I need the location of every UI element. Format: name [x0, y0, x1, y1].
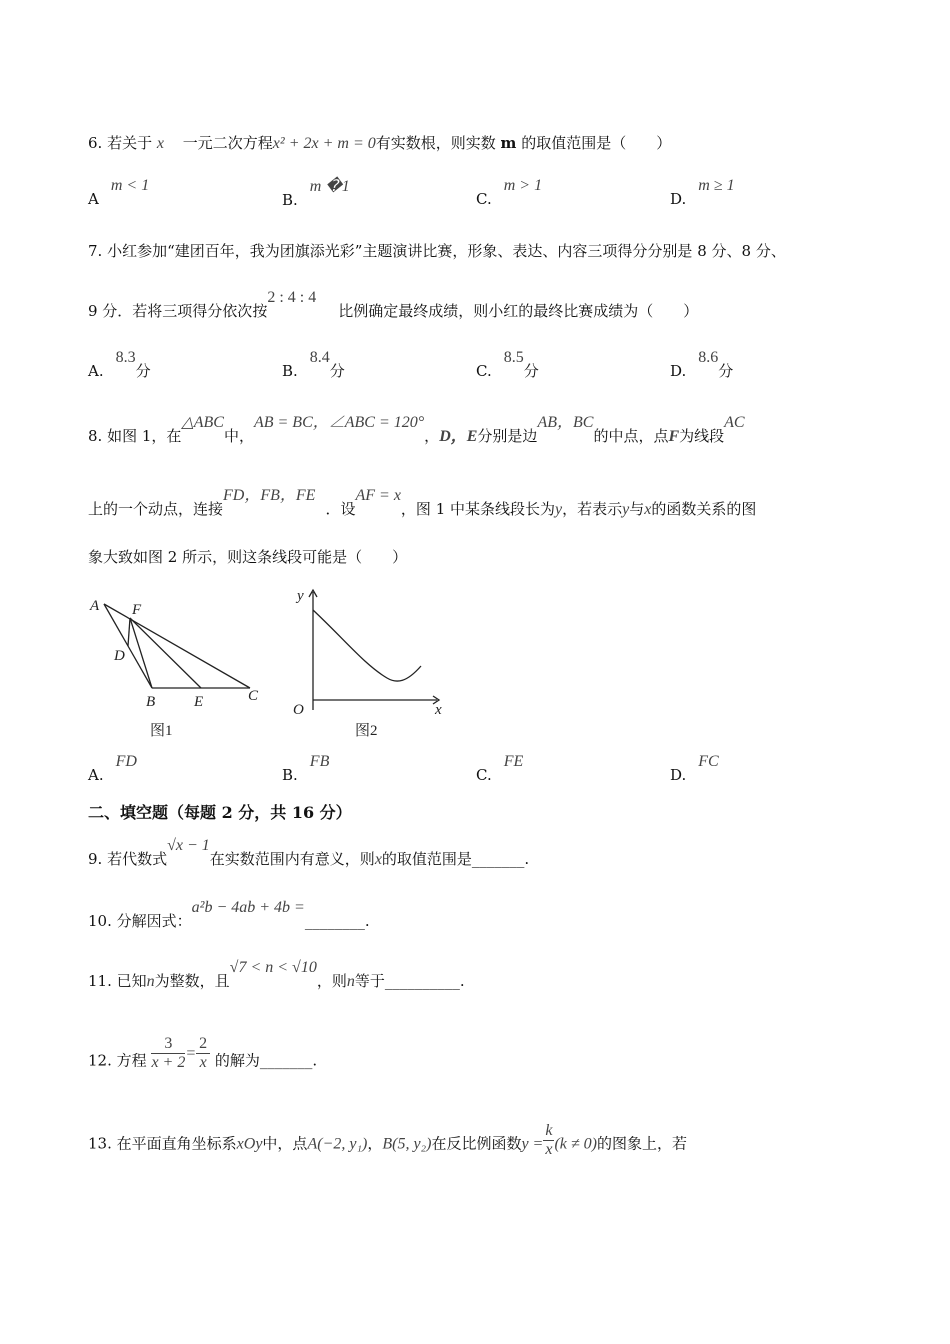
- q7-stem-line2: 9 分．若将三项得分依次按2 : 4 : 4比例确定最终成绩，则小红的最终比赛成绩为（ ）: [88, 289, 699, 320]
- section-2-heading: 二、填空题（每题 2 分，共 16 分）: [88, 803, 352, 822]
- q8-option-a[interactable]: A.FD: [88, 753, 137, 784]
- label-d: D: [114, 648, 125, 664]
- q9-stem: 9. 若代数式√x − 1在实数范围内有意义，则x的取值范围是_______.: [88, 837, 530, 868]
- figure-2-caption: 图2: [355, 723, 378, 739]
- q10-stem: 10. 分解因式：a²b − 4ab + 4b =________.: [88, 899, 370, 930]
- label-f: F: [132, 602, 142, 618]
- q13-stem: 13. 在平面直角坐标系xOy中，点A(−2, y₁)，B(5, y₂)在反比例函数y = $\frac{k}{x}$ (k ≠ 0)的图象上，若: [88, 1122, 688, 1158]
- q7-stem-line1: 7. 小红参加“建团百年，我为团旗添光彩”主题演讲比赛，形象、表达、内容三项得分分别是 8 分、8 分、: [88, 242, 786, 260]
- label-a: A: [90, 598, 100, 614]
- q7-option-d[interactable]: D.8.6分: [670, 349, 734, 380]
- label-y: y: [297, 588, 304, 604]
- label-c: C: [248, 688, 259, 704]
- q8-option-b[interactable]: B.FB: [282, 753, 330, 784]
- label-b: B: [146, 694, 156, 710]
- q8-stem-line3: 象大致如图 2 所示，则这条线段可能是（ ）: [88, 548, 408, 566]
- label-e: E: [194, 694, 204, 710]
- q13-fraction: $\frac{k}{x}$: [545, 1122, 553, 1158]
- q6-stem: 6. 若关于 x 一元二次方程x² + 2x + m = 0有实数根，则实数 m 的取值范围是（ ）: [88, 134, 672, 152]
- q6-option-c[interactable]: C.m > 1: [476, 177, 543, 208]
- figure-1-caption: 图1: [150, 723, 173, 739]
- q7-option-a[interactable]: A.8.3分: [88, 349, 151, 380]
- q12-fraction-2: $\frac{2}{x}$: [196, 1035, 210, 1072]
- label-x: x: [435, 702, 442, 718]
- segment-ac: [104, 604, 250, 688]
- q12-stem: 12. 方程 $\frac{3}{x + 2}$ = $\frac{2}{x}$ 的解为_______.: [88, 1035, 318, 1071]
- q6-option-b[interactable]: B.m �1: [282, 178, 350, 209]
- figure-2: [285, 580, 455, 750]
- q8-stem-line2: 上的一个动点，连接FD，FB，FE．设AF = x，图 1 中某条线段长为y，若表示y与x的函数关系的图: [88, 487, 757, 518]
- q8-option-d[interactable]: D.FC: [670, 753, 719, 784]
- q7-option-b[interactable]: B.8.4分: [282, 349, 345, 380]
- q11-stem: 11. 已知n为整数，且√7 < n < √10，则n等于__________.: [88, 959, 465, 990]
- q7-option-c[interactable]: C.8.5分: [476, 349, 539, 380]
- q6-option-a[interactable]: Am < 1: [88, 177, 150, 208]
- q8-option-c[interactable]: C.FE: [476, 753, 524, 784]
- q8-stem-line1: 8. 如图 1，在△ABC中，AB = BC，∠ABC = 120°，D，E分别是边AB，BC的中点，点F为线段AC: [88, 414, 745, 445]
- curve: [313, 610, 421, 681]
- segment-fd: [128, 618, 130, 646]
- q12-fraction-1: $\frac{3}{x + 2}$: [151, 1035, 186, 1071]
- label-o: O: [293, 702, 304, 718]
- figure-1: [80, 590, 280, 750]
- q6-option-d[interactable]: D.m ≥ 1: [670, 177, 735, 208]
